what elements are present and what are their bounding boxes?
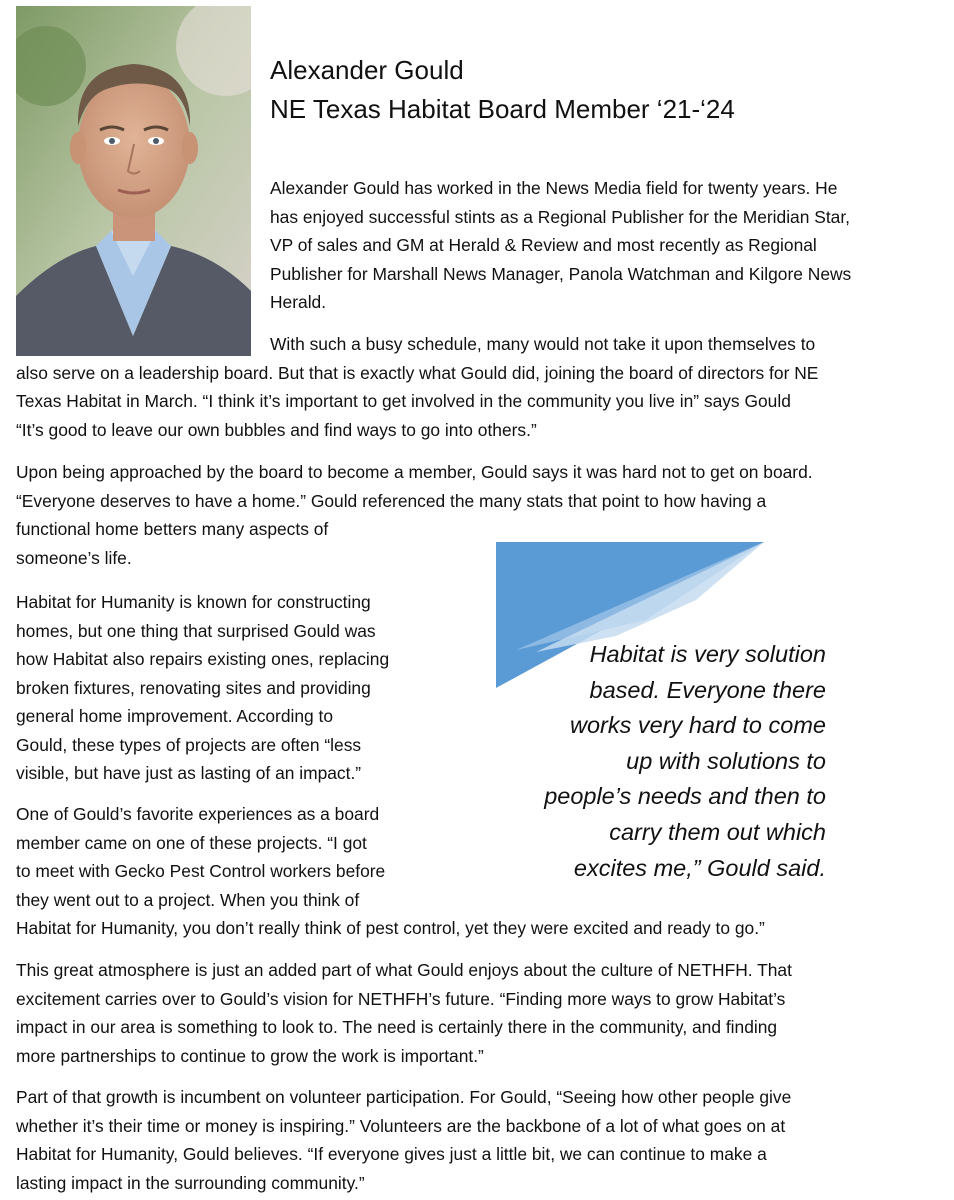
paragraph-line: homes, but one thing that surprised Gould was: [16, 620, 376, 641]
paragraph-line: someone’s life.: [16, 547, 132, 568]
portrait-photo: [16, 6, 251, 356]
pull-quote-line: carry them out which: [609, 818, 826, 845]
paragraph-line: Part of that growth is incumbent on volunteer participation. For Gould, “Seeing how other people give: [16, 1087, 792, 1107]
pull-quote-line: based. Everyone there: [589, 676, 826, 703]
paragraph-line: Habitat for Humanity, Gould believes. “If everyone gives just a little bit, we can continue to make a: [16, 1144, 767, 1164]
paragraph-line: VP of sales and GM at Herald & Review and most recently as Regional: [270, 235, 817, 255]
paragraph-line: excitement carries over to Gould’s vision for NETHFH’s future. “Finding more ways to grow Habitat’s: [16, 988, 786, 1009]
pull-quote-line: up with solutions to: [626, 747, 826, 774]
growth-paragraph: [16, 1083, 791, 1197]
paragraph-line: broken fixtures, renovating sites and providing: [16, 677, 371, 698]
paragraph-line: how Habitat also repairs existing ones, replacing: [16, 649, 390, 669]
paragraph-line: This great atmosphere is just an added part of what Gould enjoys about the culture of NETHFH. That: [16, 960, 792, 980]
paragraph-line: also serve on a leadership board. But that is exactly what Gould did, joining the board of directors for NE: [16, 362, 819, 383]
paragraph-line: Texas Habitat in March. “I think it’s important to get involved in the community you live in” says Gould: [16, 391, 791, 411]
intro-paragraph: [270, 174, 851, 317]
paragraph-line: Habitat for Humanity is known for constructing: [16, 592, 371, 612]
paragraph-line: Herald.: [270, 292, 327, 312]
paragraph-line: Habitat for Humanity, you don’t really think of pest control, yet they were excited and ready to go.”: [16, 918, 765, 938]
paragraph-line: they went out to a project. When you think of: [16, 889, 360, 910]
paragraph-line: One of Gould’s favorite experiences as a board: [16, 804, 380, 824]
paragraph-line: Gould, these types of projects are often “less: [16, 734, 362, 755]
paragraph-line: impact in our area is something to look to. The need is certainly there in the community, and finding: [16, 1017, 778, 1037]
paragraph-line: general home improvement. According to: [16, 706, 334, 726]
atmosphere-paragraph: [16, 956, 792, 1070]
paragraph-line: functional home betters many aspects of: [16, 519, 329, 539]
pull-quote-line: Habitat is very solution: [589, 641, 826, 667]
pull-quote: [496, 637, 826, 886]
paragraph-line: Publisher for Marshall News Manager, Panola Watchman and Kilgore News: [270, 263, 852, 284]
paragraph-line: Alexander Gould has worked in the News Media field for twenty years. He: [270, 178, 838, 198]
paragraph-line: to meet with Gecko Pest Control workers before: [16, 861, 386, 881]
paragraph-line: whether it’s their time or money is inspiring.” Volunteers are the backbone of a lot of what goes on at: [16, 1115, 786, 1136]
person-name: Alexander Gould: [270, 55, 464, 85]
known-for-paragraph: [16, 588, 389, 788]
pull-quote-line: excites me,” Gould said.: [573, 854, 826, 881]
paragraph-line: Upon being approached by the board to become a member, Gould says it was hard not to get on board.: [16, 462, 813, 482]
paragraph-line: more partnerships to continue to grow the work is important.”: [16, 1045, 484, 1066]
paragraph-line: visible, but have just as lasting of an impact.”: [16, 763, 362, 783]
schedule-paragraph: [16, 330, 818, 444]
paragraph-line: has enjoyed successful stints as a Regional Publisher for the Meridian Star,: [270, 206, 850, 227]
paragraph-line: member came on one of these projects. “I got: [16, 832, 367, 853]
pull-quote-line: people’s needs and then to: [544, 783, 826, 810]
paragraph-line: With such a busy schedule, many would not take it upon themselves to: [270, 334, 816, 354]
pull-quote-line: works very hard to come: [570, 712, 826, 739]
paragraph-line: “It’s good to leave our own bubbles and find ways to go into others.”: [16, 419, 537, 440]
board-role-title: NE Texas Habitat Board Member ‘21-‘24: [270, 94, 735, 124]
portrait-photo-icon: [16, 6, 251, 356]
paragraph-line: lasting impact in the surrounding community.”: [16, 1172, 365, 1193]
paragraph-line: “Everyone deserves to have a home.” Gould referenced the many stats that point to how having a: [16, 490, 767, 511]
